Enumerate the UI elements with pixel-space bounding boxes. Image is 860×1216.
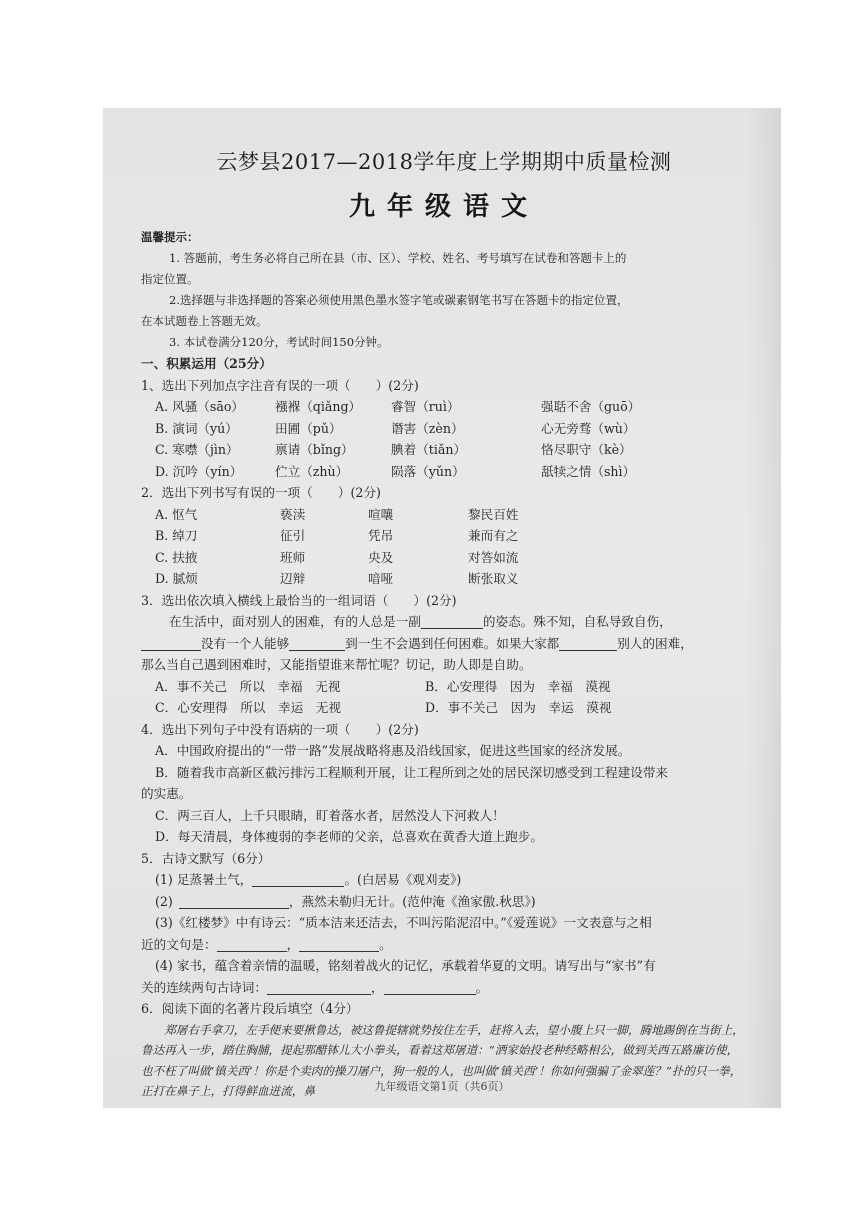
q1-b-1: B. 演词（yú） xyxy=(155,420,238,436)
q3-blank-1[interactable] xyxy=(421,614,483,629)
q3-stem: 3．选出依次填入横线上最恰当的一组词语（ ）(2分) xyxy=(141,592,457,608)
q2-a-3: 喧嚷 xyxy=(368,506,394,522)
page-shadow xyxy=(745,108,781,1108)
q3-passage-line-1 xyxy=(141,611,747,633)
q6-passage: 郑屠右手拿刀，左手便来要揪鲁达，被这鲁提辖就势按住左手，赶将入去，望小腹上只一脚，腾地踢倒在当街上，鲁达再入一步，踏住胸脯，提起那醋钵儿大小拳头，看着这郑屠道：“洒家始投老种经略相公，做到关西五路廉访使，也不枉了叫做‘镇关西’！你是个卖肉的操刀屠户，狗一般的人，也叫做‘镇关西’！你如何强骗了金翠莲？”扑的只一拳，正打在鼻子上，打得鲜血迸流，鼻 xyxy=(141,1022,744,1098)
q5-item-3-cont xyxy=(141,934,747,956)
q2-a-2: 亵渎 xyxy=(280,506,306,522)
q5-blank-3[interactable] xyxy=(217,937,287,952)
q3-option-a: A．事不关己 所以 幸福 无视 xyxy=(155,678,341,694)
q1-c-1: C. 寒噤（jìn） xyxy=(155,442,239,457)
q2-d-1: D. 腻烦 xyxy=(155,571,198,586)
q5-blank-5[interactable] xyxy=(267,980,371,995)
q2-stem: 2．选出下列书写有误的一项（ ）(2分) xyxy=(141,485,381,500)
q1-a-3: 睿智（ruì） xyxy=(391,399,460,414)
q4-stem: 4．选出下列句子中没有语病的一项（ ）(2分) xyxy=(141,721,419,737)
q5-3-period: 。 xyxy=(379,936,392,952)
q5-item-4-cont xyxy=(141,977,747,999)
q2-c-2: 班师 xyxy=(280,549,306,565)
q3-blank-3[interactable] xyxy=(289,636,345,651)
q3-option-d: D．事不关己 因为 幸运 漠视 xyxy=(425,700,612,715)
q2-d-2: 辺辩 xyxy=(280,571,306,586)
q3-option-b: B．心安理得 因为 幸福 漠视 xyxy=(425,678,611,694)
q5-blank-2[interactable] xyxy=(179,894,289,909)
q5-blank-6[interactable] xyxy=(384,980,476,995)
q5-item-3: (3)《红楼梦》中有诗云：“质本洁来还洁去，不叫污陷泥沼中。”《爱莲说》一文表意与之相 xyxy=(155,915,652,930)
q4-option-a: A．中国政府提出的“一带一路”发展战略将惠及沿线国家，促进这些国家的经济发展。 xyxy=(155,743,631,758)
q2-c-3: 央及 xyxy=(368,549,394,565)
q2-d-3: 喑哑 xyxy=(368,571,394,586)
q1-d-4: 舐犊之情（shì） xyxy=(541,463,636,479)
q3-options-row-2 xyxy=(141,697,747,719)
exam-title: 云梦县2017—2018学年度上学期期中质量检测 xyxy=(216,150,672,174)
q5-2-text: (2) xyxy=(155,893,173,909)
q2-c-1: C. 扶掖 xyxy=(155,549,198,565)
q2-b-3: 凭吊 xyxy=(368,528,394,543)
q5-4-prompt: 关的连续两句古诗词： xyxy=(141,979,267,995)
notice-line-4: 在本试题卷上答题无效。 xyxy=(141,314,268,328)
q4-option-d: D．每天清晨，身体瘦弱的李老师的父亲，总喜欢在黄香大道上跑步。 xyxy=(155,829,543,844)
q5-item-4: (4) 家书，蕴含着亲情的温暖，铭刻着战火的记忆，承载着华夏的文明。请写出与“家书”有 xyxy=(155,958,656,973)
q2-c-4: 对答如流 xyxy=(468,549,519,565)
q1-row-a xyxy=(141,396,747,418)
q3-text-2b: 到一生不会遇到任何困难。如果大家都 xyxy=(345,635,560,651)
q1-b-4: 心无旁骛（wù） xyxy=(541,420,636,436)
q1-row-d xyxy=(141,461,747,483)
q1-stem: 1、选出下列加点字注音有误的一项（ ）(2分) xyxy=(141,377,419,393)
page-footer: 九年级语文第1页（共6页） xyxy=(374,1080,510,1093)
q1-c-2: 禀请（bǐng） xyxy=(275,442,354,457)
q3-blank-2[interactable] xyxy=(141,636,201,651)
q5-4-comma: ， xyxy=(370,979,384,995)
notice-line-5: 3. 本试卷满分120分，考试时间150分钟。 xyxy=(169,335,389,349)
notice-line-2: 指定位置。 xyxy=(141,272,199,286)
q2-row-d xyxy=(141,568,747,590)
q5-item-1 xyxy=(141,869,747,891)
q5-1-text: (1) 足蒸暑土气， xyxy=(155,872,253,887)
section-1-heading: 一、积累运用（25分） xyxy=(141,356,272,371)
q3-passage-line-2 xyxy=(141,633,747,655)
q2-b-2: 征引 xyxy=(280,528,306,543)
q5-2-source: ，燕然未勒归无计。(范仲淹《渔家傲.秋思》) xyxy=(288,893,536,909)
notice-line-1: 1. 答题前，考生务必将自己所在县（市、区）、学校、姓名、考号填写在试卷和答题卡上的 xyxy=(169,251,627,265)
notice-line-3: 2.选择题与非选择题的答案必须使用黑色墨水签字笔或碳素钢笔书写在答题卡的指定位置， xyxy=(169,293,629,307)
q3-text-1b: 的姿态。殊不知，自私导致自伤， xyxy=(482,614,672,629)
q1-b-3: 谮害（zèn） xyxy=(391,420,464,436)
q5-3-comma: ， xyxy=(286,936,300,952)
q1-a-1: A. 风骚（sāo） xyxy=(155,399,245,414)
q2-a-4: 黎民百姓 xyxy=(468,506,519,522)
q3-text-2a: 没有一个人能够 xyxy=(201,635,290,651)
q4-option-c: C．两三百人，上千只眼睛，盯着落水者，居然没人下河救人！ xyxy=(155,807,505,823)
q4-option-b-cont: 的实惠。 xyxy=(141,786,192,801)
q2-a-1: A. 怄气 xyxy=(155,506,198,522)
q3-blank-4[interactable] xyxy=(559,636,617,651)
q2-row-b xyxy=(141,525,747,547)
q3-option-c: C．心安理得 所以 幸运 无视 xyxy=(155,700,341,715)
notice-heading: 温馨提示： xyxy=(141,230,199,244)
q1-a-4: 强聒不舍（guō） xyxy=(541,399,641,414)
q5-item-2 xyxy=(141,891,747,913)
q1-d-1: D. 沉吟（yín） xyxy=(155,463,243,479)
q2-row-c xyxy=(141,547,747,569)
q1-row-b xyxy=(141,418,747,440)
q1-c-4: 恪尽职守（kè） xyxy=(541,442,632,457)
q1-b-2: 田圃（pǔ） xyxy=(275,420,342,436)
q2-row-a xyxy=(141,504,747,526)
exam-subject: 九年级语文 xyxy=(348,192,539,222)
q1-d-3: 陨落（yǔn） xyxy=(391,463,465,479)
q5-3-prompt: 近的文句是： xyxy=(141,936,217,952)
exam-paper xyxy=(103,108,781,1108)
q4-option-b: B．随着我市高新区截污排污工程顺利开展，让工程所到之处的居民深切感受到工程建设带来 xyxy=(155,764,669,780)
q2-d-4: 断张取义 xyxy=(468,571,519,586)
q3-options-row-1 xyxy=(141,676,747,698)
q3-text-2c: 别人的困难， xyxy=(617,635,693,651)
q3-text-1: 在生活中，面对别人的困难，有的人总是一副 xyxy=(169,614,421,629)
q5-blank-4[interactable] xyxy=(299,937,379,952)
q3-passage-line-3: 那么当自己遇到困难时，又能指望谁来帮忙呢？切记，助人即是自助。 xyxy=(141,657,532,672)
q1-a-2: 襁褓（qiǎng） xyxy=(275,399,362,414)
q2-b-1: B. 绰刀 xyxy=(155,528,198,543)
q6-stem: 6．阅读下面的名著片段后填空（4分） xyxy=(141,1001,359,1016)
q1-row-c xyxy=(141,439,747,461)
q1-c-3: 腆着（tiǎn） xyxy=(391,442,467,457)
q5-1-source: 。(白居易《观刈麦》) xyxy=(344,872,462,887)
q5-stem: 5．古诗文默写（6分） xyxy=(141,850,271,866)
q1-d-2: 伫立（zhù） xyxy=(275,463,349,479)
q2-b-4: 兼而有之 xyxy=(468,528,519,543)
q5-4-period: 。 xyxy=(475,979,489,995)
q5-blank-1[interactable] xyxy=(252,872,344,887)
